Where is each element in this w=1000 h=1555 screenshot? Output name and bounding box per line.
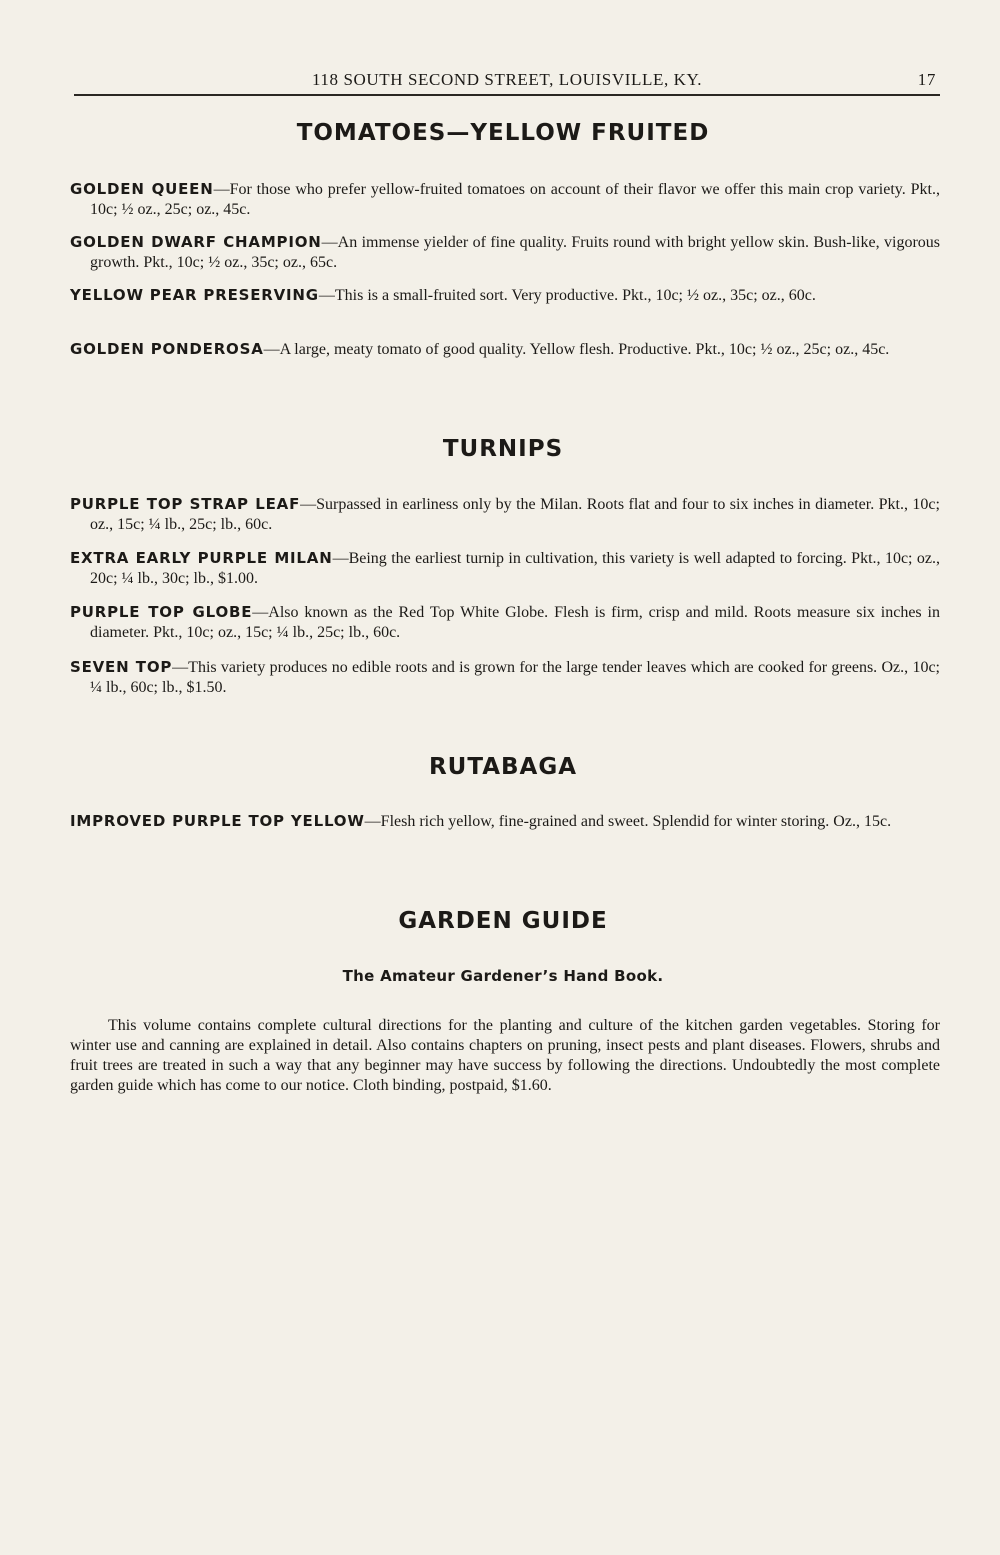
entry-text: —For those who prefer yellow-fruited tomatoes on account of their flavor we offer this main crop variety. Pkt., 10c; ½ oz., 25c; oz., 45c. — [90, 181, 940, 218]
entry-name: SEVEN TOP — [70, 658, 173, 676]
entry-name: IMPROVED PURPLE TOP YELLOW — [70, 812, 365, 830]
running-header — [74, 70, 940, 96]
header-address: 118 SOUTH SECOND STREET, LOUISVILLE, KY. — [311, 70, 703, 89]
entry-yellow-pear-preserving — [70, 285, 940, 306]
section-title-garden-guide: GARDEN GUIDE — [398, 908, 608, 934]
entry-name: GOLDEN PONDEROSA — [70, 340, 264, 358]
section-title-rutabaga: RUTABAGA — [428, 754, 578, 780]
entry-text: —An immense yielder of fine quality. Fruits round with bright yellow skin. Bush-like, vigorous growth. Pkt., 10c; ½ oz., 35c; oz., 65c. — [90, 234, 940, 271]
entry-name: GOLDEN QUEEN — [70, 180, 214, 198]
entry-text: —This is a small-fruited sort. Very productive. Pkt., 10c; ½ oz., 35c; oz., 60c. — [318, 287, 816, 304]
entry-purple-top-strap-leaf — [70, 494, 940, 535]
entry-name: PURPLE TOP GLOBE — [70, 603, 253, 621]
garden-guide-description: This volume contains complete cultural directions for the planting and culture of the kitchen garden vegetables. Storing for winter use and canning are explained in detail. Also contains chapters on pruning, insect pests and plant diseases. Flowers, shrubs and fruit trees are treated in such a way that any beginner may have success by following the directions. Undoubtedly the most complete garden guide which has come to our notice. Cloth binding, postpaid, $1.60. — [70, 1017, 940, 1094]
section-title-tomatoes: TOMATOES—YELLOW FRUITED — [296, 120, 710, 146]
section-title-turnips: TURNIPS — [442, 436, 564, 462]
entry-extra-early-purple-milan — [70, 548, 940, 589]
entry-seven-top — [70, 657, 940, 698]
entry-golden-dwarf-champion — [70, 232, 940, 273]
entry-text: —This variety produces no edible roots and is grown for the large tender leaves which are cooked for greens. Oz., 10c; ¼ lb., 60c; lb., $1.50. — [90, 659, 941, 696]
entry-golden-queen — [70, 179, 940, 220]
entry-name: YELLOW PEAR PRESERVING — [70, 286, 319, 304]
entry-text: —Being the earliest turnip in cultivation, this variety is well adapted to forcing. Pkt., 10c; oz., 20c; ¼ lb., 30c; lb., $1.00. — [90, 550, 941, 587]
entry-text: —Flesh rich yellow, fine-grained and sweet. Splendid for winter storing. Oz., 15c. — [364, 813, 892, 830]
entry-improved-purple-top-yellow — [70, 811, 940, 832]
garden-guide-subtitle: The Amateur Gardener’s Hand Book. — [342, 967, 664, 985]
entry-text: —A large, meaty tomato of good quality. Yellow flesh. Productive. Pkt., 10c; ½ oz., 25c; oz., 45c. — [263, 341, 890, 358]
entry-purple-top-globe — [70, 602, 940, 643]
entry-name: EXTRA EARLY PURPLE MILAN — [70, 549, 333, 567]
entry-name: GOLDEN DWARF CHAMPION — [70, 233, 322, 251]
page-number: 17 — [917, 70, 936, 89]
entry-name: PURPLE TOP STRAP LEAF — [70, 495, 301, 513]
entry-text: —Also known as the Red Top White Globe. Flesh is firm, crisp and mild. Roots measure six inches in diameter. Pkt., 10c; oz., 15c; ¼ lb., 25c; lb., 60c. — [90, 604, 940, 641]
entry-text: —Surpassed in earliness only by the Milan. Roots flat and four to six inches in diameter. Pkt., 10c; oz., 15c; ¼ lb., 25c; lb., 60c. — [90, 496, 940, 533]
entry-golden-ponderosa — [70, 339, 940, 360]
